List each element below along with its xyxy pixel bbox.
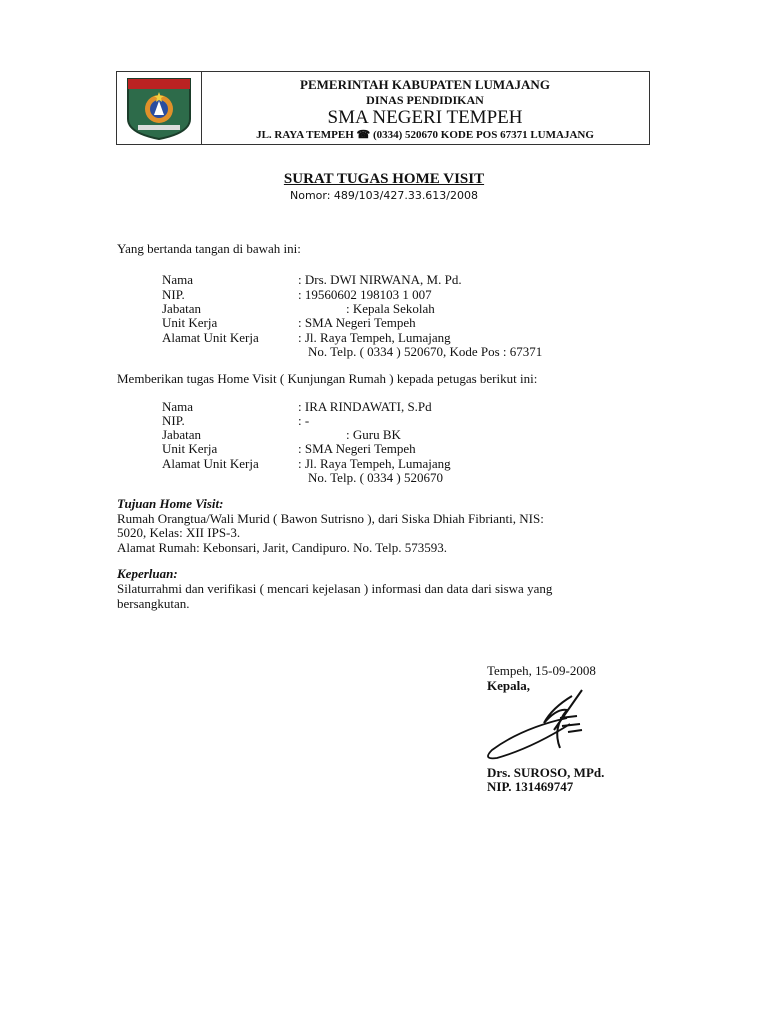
letterhead <box>116 71 650 145</box>
signer-name: Drs. SUROSO, MPd. <box>487 765 605 780</box>
field-label: Unit Kerja <box>162 315 218 330</box>
field-label: NIP. <box>162 413 185 428</box>
need-line: bersangkutan. <box>117 596 190 611</box>
field-value: : SMA Negeri Tempeh <box>298 315 416 330</box>
letter-number: Nomor: 489/103/427.33.613/2008 <box>289 189 479 202</box>
field-label: Jabatan <box>162 427 201 442</box>
assignment-text: Memberikan tugas Home Visit ( Kunjungan Rumah ) kepada petugas berikut ini: <box>117 371 538 386</box>
field-value: No. Telp. ( 0334 ) 520670 <box>308 470 443 485</box>
field-value: : SMA Negeri Tempeh <box>298 441 416 456</box>
header-school: SMA NEGERI TEMPEH <box>327 107 523 128</box>
need-heading: Keperluan: <box>117 566 178 581</box>
field-value: : Guru BK <box>346 427 401 442</box>
header-address: JL. RAYA TEMPEH ☎ (0334) 520670 KODE POS 67371 LUMAJANG <box>256 129 594 141</box>
field-value: : 19560602 198103 1 007 <box>298 287 432 302</box>
field-label: Alamat Unit Kerja <box>162 330 259 345</box>
logo-cell <box>117 72 202 144</box>
field-value: : Jl. Raya Tempeh, Lumajang <box>298 456 451 471</box>
need-line: Silaturrahmi dan verifikasi ( mencari kejelasan ) informasi dan data dari siswa yang <box>117 581 553 596</box>
field-label: Unit Kerja <box>162 441 218 456</box>
field-label: Nama <box>162 399 194 414</box>
field-label: NIP. <box>162 287 185 302</box>
field-label: Nama <box>162 272 194 287</box>
field-label: Alamat Unit Kerja <box>162 456 259 471</box>
field-value: No. Telp. ( 0334 ) 520670, Kode Pos : 67371 <box>308 344 543 359</box>
regency-logo-icon <box>122 75 196 141</box>
field-value: : - <box>298 413 310 428</box>
field-value: : IRA RINDAWATI, S.Pd <box>298 399 432 414</box>
field-value: : Kepala Sekolah <box>346 301 435 316</box>
purpose-heading: Tujuan Home Visit: <box>117 496 224 511</box>
signer-nip: NIP. 131469747 <box>487 779 574 794</box>
signer-role: Kepala, <box>487 678 530 693</box>
header-government: PEMERINTAH KABUPATEN LUMAJANG <box>300 77 550 92</box>
field-value: : Drs. DWI NIRWANA, M. Pd. <box>298 272 462 287</box>
purpose-line: Alamat Rumah: Kebonsari, Jarit, Candipuro. No. Telp. 573593. <box>117 540 447 555</box>
header-department: DINAS PENDIDIKAN <box>366 93 484 107</box>
field-label: Jabatan <box>162 301 201 316</box>
purpose-line: Rumah Orangtua/Wali Murid ( Bawon Sutrisno ), dari Siska Dhiah Fibrianti, NIS: <box>117 511 544 526</box>
signature-icon <box>482 688 612 768</box>
letter-title: SURAT TUGAS HOME VISIT <box>283 171 485 187</box>
field-value: : Jl. Raya Tempeh, Lumajang <box>298 330 451 345</box>
purpose-line: 5020, Kelas: XII IPS-3. <box>117 525 241 540</box>
place-date: Tempeh, 15-09-2008 <box>487 663 596 678</box>
intro-text: Yang bertanda tangan di bawah ini: <box>117 241 301 256</box>
